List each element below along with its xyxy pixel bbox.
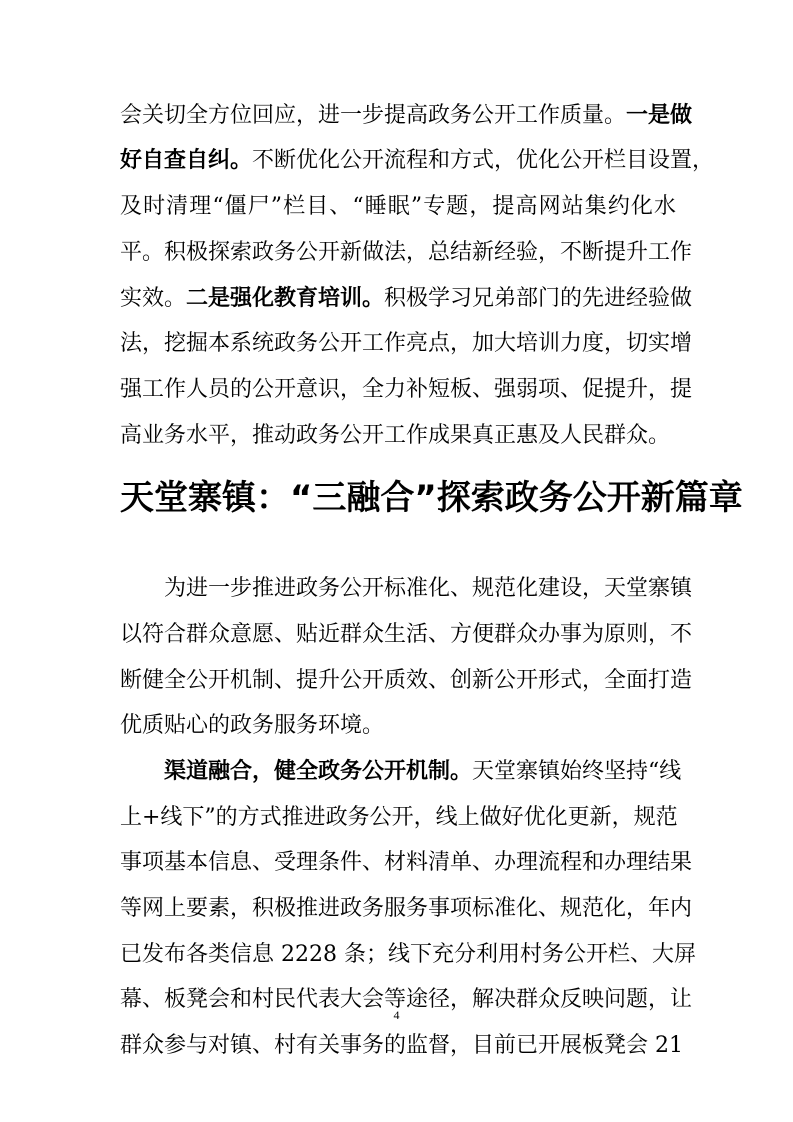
text-run: 积极学习兄弟部门的先进经验做: [384, 286, 693, 311]
body-line: 断健全公开机制、提升公开质效、创新公开形式，全面打造: [120, 668, 693, 693]
body-line: 平。积极探索政务公开新做法，总结新经验，不断提升工作: [120, 240, 693, 265]
body-line: 等网上要素，积极推进政务服务事项标准化、规范化，年内: [120, 896, 693, 921]
body-line: 事项基本信息、受理条件、材料清单、办理流程和办理结果: [120, 850, 693, 875]
body-line: 强工作人员的公开意识，全力补短板、强弱项、促提升，提: [120, 377, 693, 402]
text-run: 实效。: [120, 286, 187, 311]
body-line: 已发布各类信息 2228 条；线下充分利用村务公开栏、大屏: [120, 942, 696, 967]
text-run: 不断优化公开流程和方式，优化公开栏目设置，: [252, 148, 715, 173]
body-line: 上+线下”的方式推进政务公开，线上做好优化更新，规范: [120, 805, 678, 830]
text-run: 会关切全方位回应，进一步提高政务公开工作质量。: [120, 103, 627, 128]
body-line: 幕、板凳会和村民代表大会等途径，解决群众反映问题，让: [120, 987, 693, 1012]
body-line: [164, 754, 682, 790]
page-number: 4: [393, 1008, 400, 1022]
body-line: [120, 98, 693, 134]
bold-text-run: 二是强化教育培训。: [186, 286, 385, 311]
body-line: 群众参与对镇、村有关事务的监督，目前已开展板凳会 21: [120, 1033, 683, 1058]
body-line: 为进一步推进政务公开标准化、规范化建设，天堂寨镇: [164, 576, 693, 601]
bold-text-run: 一是做: [626, 103, 693, 128]
bold-text-run: 渠道融合，健全政务公开机制。: [164, 759, 473, 784]
text-run: 天堂寨镇始终坚持“线: [472, 759, 682, 784]
body-line: 高业务水平，推动政务公开工作成果真正惠及人民群众。: [120, 423, 671, 448]
body-line: [120, 281, 693, 317]
body-line: 以符合群众意愿、贴近群众生活、方便群众办事为原则，不: [120, 622, 693, 647]
body-line: 及时清理“僵尸”栏目、“睡眠”专题，提高网站集约化水: [120, 194, 676, 219]
body-line: 优质贴心的政务服务环境。: [120, 713, 385, 738]
bold-text-run: 好自查自纠。: [120, 148, 253, 173]
body-line: [120, 143, 715, 179]
section-heading: 天堂寨镇：“三融合”探索政务公开新篇章: [120, 478, 743, 518]
body-line: 法，挖掘本系统政务公开工作亮点，加大培训力度，切实增: [120, 331, 693, 356]
